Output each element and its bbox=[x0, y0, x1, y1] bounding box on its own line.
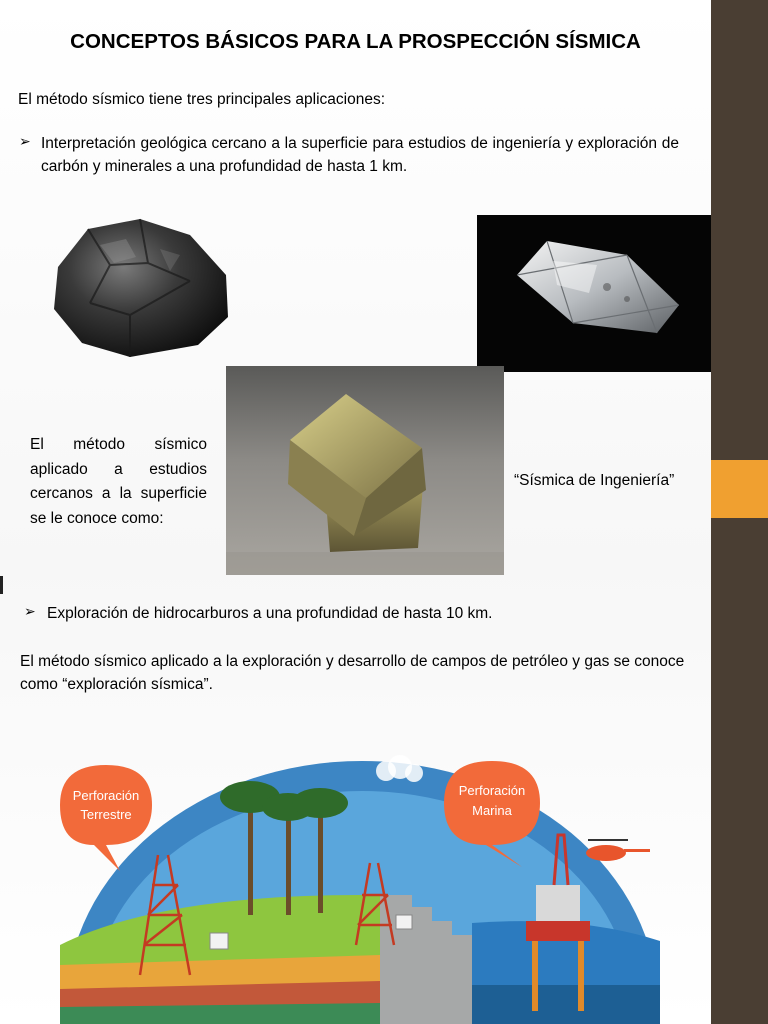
callout-land-line1: Perforación bbox=[72, 788, 140, 803]
intro-text: El método sísmico tiene tres principales aplicaciones: bbox=[18, 91, 386, 108]
coal-rock-photo bbox=[30, 205, 250, 365]
drilling-illustration bbox=[40, 745, 680, 1024]
callout-marine-line2: Marina bbox=[472, 803, 512, 818]
slide-title: CONCEPTOS BÁSICOS PARA LA PROSPECCIÓN SÍSMICA bbox=[70, 30, 641, 53]
bullet-near-surface: Interpretación geológica cercano a la superficie para estudios de ingeniería y exploración de carbón y minerales a una profundidad de hasta 1 km. bbox=[41, 135, 679, 175]
bullet-arrow-icon: ➢ bbox=[19, 133, 31, 149]
near-surface-text: El método sísmico aplicado a estudios cercanos a la superficie se le conoce como: bbox=[30, 436, 207, 527]
engineering-seismic-term: “Sísmica de Ingeniería” bbox=[514, 472, 675, 489]
bullet-arrow-icon-2: ➢ bbox=[24, 603, 36, 619]
pyrite-cube-photo bbox=[226, 366, 504, 575]
seismic-exploration-text: El método sísmico aplicado a la exploración y desarrollo de campos de petróleo y gas se conoce como “exploración sísmica”. bbox=[20, 653, 685, 693]
callout-land-line2: Terrestre bbox=[80, 807, 132, 822]
quartz-crystal-photo bbox=[477, 215, 711, 372]
callout-marine-line1: Perforación bbox=[458, 783, 526, 798]
sidebar-accent-block bbox=[711, 460, 768, 518]
section-divider bbox=[0, 576, 3, 594]
bullet-hydrocarbons: Exploración de hidrocarburos a una profundidad de hasta 10 km. bbox=[47, 605, 493, 622]
